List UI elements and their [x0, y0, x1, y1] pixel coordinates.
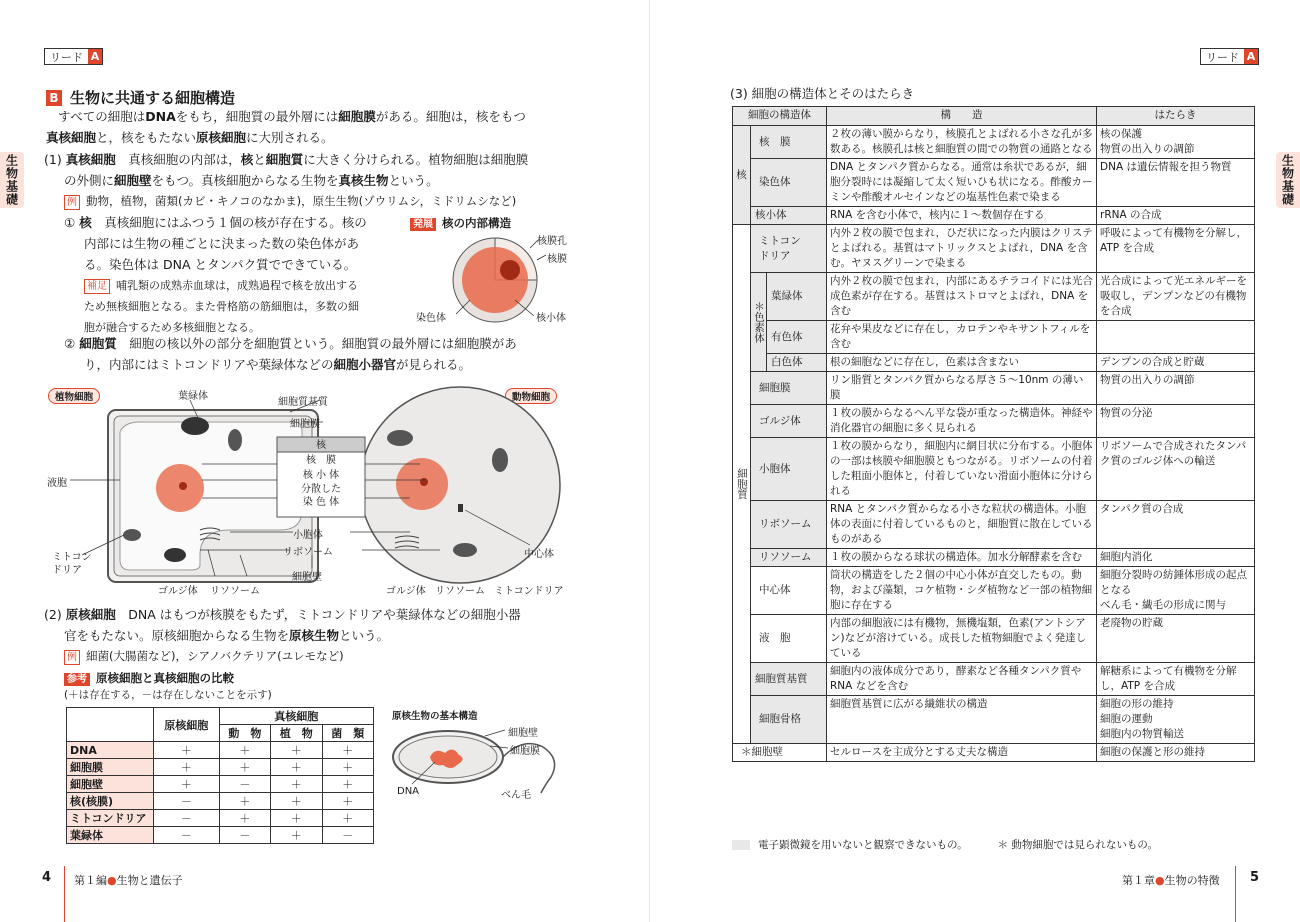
compare-note: (＋は存在する，－は存在しないことを示す)	[64, 689, 272, 701]
page-number: 4	[42, 870, 52, 885]
lead-badge: リード A	[1200, 48, 1259, 65]
structure-table: 細胞の構造体 構 造 はたらき 核 核 膜 ２枚の薄い膜からなり，核膜孔とよばれる小さな孔が多数ある。核膜孔は核と細胞質の間での物質の通路となる 核の保護 物質の出入りの調節 染色体 DNA とタンパク質からなる。通常は糸状であるが，細胞分裂時には凝縮して太く短いひも状になる。酢酸カーミンや酢酸オルセインなどの塩基性色素で染まる DNA は遺伝情報を担う物質 核小体 RNA を含む小体で，核内に１～数個存在する rRNA の合成 細胞質 ミトコン ドリア 内外２枚の膜で包まれ，ひだ状になった内膜はクリステとよばれる。基質はマトリックスとよばれ，DNA を含む。ヤヌスグリーンで染まる 呼吸によって有機物を分解し，ATP を合成 ＊色素体 葉緑体 内外２枚の膜で包まれ，内部にあるチラコイドには光合成色素が存在する。基質はストロマとよばれ，DNA を含む 光合成によって光エネルギーを吸収し，デンプンなどの有機物を合成 有色体 花弁や果皮などに存在し，カロテンやキサントフィルを含む 白色体 根の細胞などに存在し，色素は含まない デンプンの合成と貯蔵 細胞膜 リン脂質とタンパク質からなる厚さ５～10nm の薄い膜 物質の出入りの調節 ゴルジ体 １枚の膜からなるへん平な袋が重なった構造体。神経や消化器官の細胞に多く見られる 物質の分泌 小胞体 １枚の膜からなり，細胞内に網目状に分布する。小胞体の一部は核膜や細胞膜ともつながる。リボソームの付着した粗面小胞体と，付着していない滑面小胞体に分けられる リボソームで合成されたタンパク質のゴルジ体への輸送 リボソーム RNA とタンパク質からなる小さな粒状の構造体。小胞体の表面に付着しているものと，細胞質に散在しているものがある タンパク質の合成 リソソーム １枚の膜からなる球状の構造体。加水分解酵素を含む 細胞内消化 中心体 筒状の構造をした２個の中心小体が直交したもの。動物，および藻類，コケ植物・シダ植物など一部の植物細胞に存在する 細胞分裂時の紡錘体形成の起点となる べん毛・繊毛の形成に関与 液 胞 内部の細胞液には有機物，無機塩類，色素(アントシアン)などが溶けている。成長した植物細胞でよく発達している 老廃物の貯蔵 細胞質基質 細胞内の液体成分であり，酵素など各種タンパク質や RNA などを含む 解糖系によって有機物を分解し，ATP を合成 細胞骨格 細胞質基質に広がる繊維状の構造 細胞の形の維持 細胞の運動 細胞内の物質輸送 ＊細胞壁 セルロースを主成分とする丈夫な構造 細胞の保護と形の維持	[732, 106, 1255, 762]
section-heading: B 生物に共通する細胞構造	[46, 87, 235, 108]
table-row: 細胞膜 ＋ ＋ ＋ ＋	[67, 759, 374, 776]
table-row: 核小体 RNA を含む小体で，核内に１～数個存在する rRNA の合成	[733, 207, 1255, 225]
chloroplast-shape	[181, 417, 209, 435]
table-row: 葉緑体 － － ＋ －	[67, 827, 374, 844]
label-centrosome: 中心体	[524, 549, 554, 560]
table-row: 細胞骨格 細胞質基質に広がる繊維状の構造 細胞の形の維持 細胞の運動 細胞内の物質輸送	[733, 696, 1255, 744]
table-row: 核(核膜) － ＋ ＋ ＋	[67, 793, 374, 810]
table-row: ＊細胞壁 セルロースを主成分とする丈夫な構造 細胞の保護と形の維持	[733, 744, 1255, 762]
table-row: 液 胞 内部の細胞液には有機物，無機塩類，色素(アントシアン)などが溶けている。成長した植物細胞でよく発達している 老廃物の貯蔵	[733, 615, 1255, 663]
label-chloroplast: 葉緑体	[178, 391, 208, 402]
table-row: 小胞体 １枚の膜からなり，細胞内に網目状に分布する。小胞体の一部は核膜や細胞膜ともつながる。リボソームの付着した粗面小胞体と，付着していない滑面小胞体に分けられる リボソームで合成されたタンパク質のゴルジ体への輸送	[733, 438, 1255, 501]
side-tab: 生物基礎	[0, 152, 24, 208]
table-row: 細胞質基質 細胞内の液体成分であり，酵素など各種タンパク質や RNA などを含む 解糖系によって有機物を分解し，ATP を合成	[733, 663, 1255, 696]
table-row: 染色体 DNA とタンパク質からなる。通常は糸状であるが，細胞分裂時には凝縮して太く短いひも状になる。酢酸カーミンや酢酸オルセインなどの塩基性色素で染まる DNA は遺伝情報を担う物質	[733, 159, 1255, 207]
table-row: 細胞質 ミトコン ドリア 内外２枚の膜で包まれ，ひだ状になった内膜はクリステとよばれる。基質はマトリックスとよばれ，DNA を含む。ヤヌスグリーンで染まる 呼吸によって有機物を分解し，ATP を合成	[733, 225, 1255, 273]
table-row: 細胞壁 ＋ － ＋ ＋	[67, 776, 374, 793]
label-nucleolus: 核小体	[536, 313, 566, 324]
label-chromosome: 染色体	[416, 313, 446, 324]
table-row: 有色体 花弁や果皮などに存在し，カロテンやキサントフィルを含む	[733, 321, 1255, 354]
table-row: DNA ＋ ＋ ＋ ＋	[67, 742, 374, 759]
table-title: (3) 細胞の構造体とそのはたらき	[730, 86, 915, 101]
label-golgi-left: ゴルジ体	[158, 586, 198, 597]
compare-table: 原核細胞 真核細胞 動 物 植 物 菌 類 DNA ＋ ＋ ＋ ＋ 細胞膜 ＋ ＋ ＋ ＋ 細胞壁 ＋ － ＋ ＋ 核(核膜) － ＋ ＋ ＋ ミトコンドリア － ＋ ＋ ＋ 葉緑体 － － ＋ －	[66, 707, 374, 844]
nucleus-paragraph: ① 核 真核細胞にはふつう１個の核が存在する。核の 内部には生物の種ごとに決まった数の染色体があ る。染色体は DNA とタンパク質でできている。 補足 哺乳類の成熟赤血球は，成熟過程で核を放出する ため無核細胞となる。また骨格筋の筋細胞は，多数の細 胞が融合するため多核細胞となる。	[64, 215, 367, 334]
lead-badge: リード A	[44, 48, 103, 65]
label-lysosome-left: リソソーム	[210, 586, 260, 597]
table-row: ＊色素体 葉緑体 内外２枚の膜で包まれ，内部にあるチラコイドには光合成色素が存在する。基質はストロマとよばれ，DNA を含む 光合成によって光エネルギーを吸収し，デンプンなどの有機物を合成	[733, 273, 1255, 321]
right-page	[650, 0, 1300, 922]
table-row: ゴルジ体 １枚の膜からなるへん平な袋が重なった構造体。神経や消化器官の細胞に多く見られる 物質の分泌	[733, 405, 1255, 438]
table-row: リソソーム １枚の膜からなる球状の構造体。加水分解酵素を含む 細胞内消化	[733, 549, 1255, 567]
prokaryote-figure-title: 原核生物の基本構造	[392, 711, 478, 722]
label-cell-wall: 細胞壁	[292, 572, 322, 583]
label-prok-membrane: 細胞膜	[510, 746, 540, 757]
nucleolus-shape	[500, 260, 520, 280]
label-mitochondria-right: ミトコンドリア	[494, 586, 564, 597]
label-er: 小胞体	[293, 530, 323, 541]
label-cell-membrane: 細胞膜	[290, 419, 320, 430]
footer-text: 第１編●生物と遺伝子	[74, 874, 183, 887]
plant-cell-label: 植物細胞	[48, 388, 100, 404]
label-cytoplasmic-matrix: 細胞質基質	[278, 397, 328, 408]
table-legend: 電子顕微鏡を用いないと観察できないもの。 ＊ 動物細胞では見られないもの。	[732, 837, 1158, 852]
label-golgi-right: ゴルジ体	[386, 586, 426, 597]
page-number: 5	[1250, 870, 1260, 885]
footer-rule	[64, 866, 65, 922]
table-row: 白色体 根の細胞などに存在し，色素は含まない デンプンの合成と貯蔵	[733, 354, 1255, 372]
label-nuclear-membrane: 核膜	[547, 254, 567, 265]
eukaryote-section: (1) 真核細胞 真核細胞の内部は，核と細胞質に大きく分けられる。植物細胞は細胞膜 の外側に細胞壁をもつ。真核細胞からなる生物を真核生物という。 例 動物，植物，菌類(カビ・キノコのなかま)，原生生物(ゾウリムシ，ミドリムシなど)	[44, 152, 529, 208]
compare-title: 参考 原核細胞と真核細胞の比較	[64, 670, 234, 686]
label-nuclear-pore: 核膜孔	[537, 236, 567, 247]
legend-swatch	[732, 840, 750, 850]
hatten-title: 発展 核の内部構造	[410, 215, 511, 231]
label-prok-dna: DNA	[397, 786, 420, 797]
animal-cell-label: 動物細胞	[505, 388, 557, 404]
side-tab: 生物基礎	[1276, 152, 1300, 208]
table-row: ミトコンドリア － ＋ ＋ ＋	[67, 810, 374, 827]
label-prok-wall: 細胞壁	[508, 728, 538, 739]
table-row: 中心体 筒状の構造をした２個の中心小体が直交したもの。動物，および藻類，コケ植物・シダ植物など一部の植物細胞に存在する 細胞分裂時の紡錘体形成の起点となる べん毛・繊毛の形成に関与	[733, 567, 1255, 615]
label-lysosome-right: リソソーム	[435, 586, 485, 597]
cytoplasm-paragraph: ② 細胞質 細胞の核以外の部分を細胞質という。細胞質の最外層には細胞膜があ り，内部にはミトコンドリアや葉緑体などの細胞小器官が見られる。	[64, 336, 517, 372]
footer-rule	[1235, 866, 1236, 922]
label-ribosome: リボソーム	[283, 547, 333, 558]
footer-text: 第１章●生物の特徴	[1122, 874, 1220, 887]
label-prok-flagellum: べん毛	[501, 790, 531, 801]
nucleus-legend-box: 核 核 膜 核 小 体 分散した 染 色 体	[301, 440, 341, 508]
label-mitochondria-left: ミトコン ドリア	[52, 552, 92, 576]
table-row: 細胞膜 リン脂質とタンパク質からなる厚さ５～10nm の薄い膜 物質の出入りの調節	[733, 372, 1255, 405]
label-vacuole: 液胞	[47, 478, 67, 489]
table-row: リボソーム RNA とタンパク質からなる小さな粒状の構造体。小胞体の表面に付着しているものと，細胞質に散在しているものがある タンパク質の合成	[733, 501, 1255, 549]
table-row: 核 核 膜 ２枚の薄い膜からなり，核膜孔とよばれる小さな孔が多数ある。核膜孔は核と細胞質の間での物質の通路となる 核の保護 物質の出入りの調節	[733, 126, 1255, 159]
prokaryote-section: (2) 原核細胞 DNA はもつが核膜をもたず，ミトコンドリアや葉緑体などの細胞小器 官をもたない。原核細胞からなる生物を原核生物という。 例 細菌(大腸菌など)，シアノバクテリア(ユレモなど)	[44, 607, 521, 663]
prokaryote-diagram	[390, 722, 590, 802]
intro-paragraph: すべての細胞はDNAをもち，細胞質の最外層には細胞膜がある。細胞は，核をもつ 真核細胞と，核をもたない原核細胞に大別される。	[46, 109, 526, 145]
